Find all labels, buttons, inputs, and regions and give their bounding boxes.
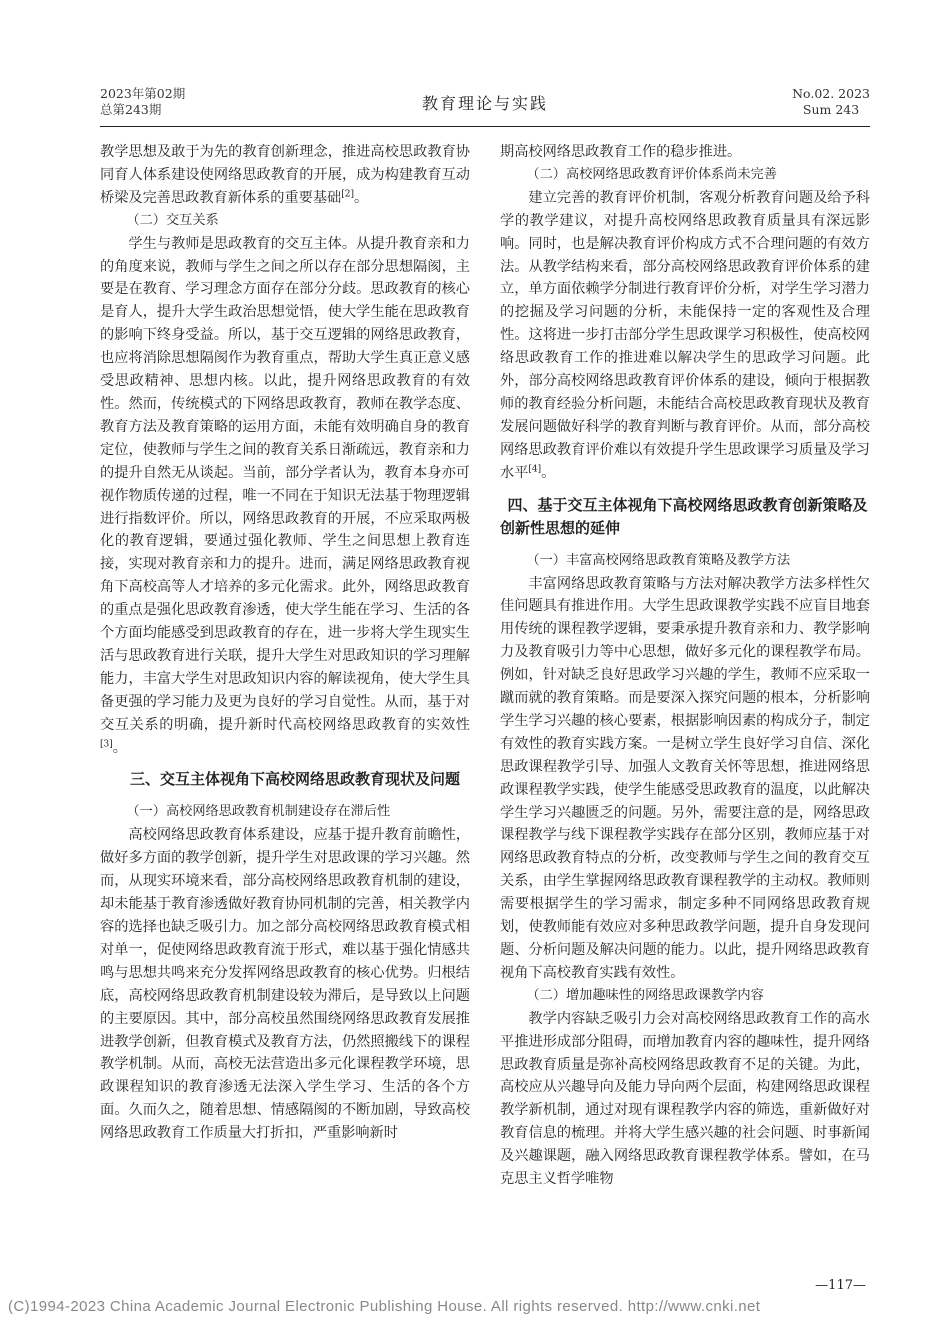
citation: [3] — [100, 738, 113, 749]
punctuation: 。 — [353, 189, 369, 206]
header-no: No.02. 2023 — [792, 86, 870, 101]
punctuation: 。 — [112, 739, 127, 756]
header-sum: Sum 243 — [802, 102, 860, 117]
punctuation: 。 — [541, 464, 556, 481]
paragraph: 教学内容缺乏吸引力会对高校网络思政教育工作的高水平推进形成部分阻碍，而增加教育内容的趣味性，提升网络思政教育质量是弥补高校网络思政教育不足的关键。为此，高校应从兴趣导向及能力导向两个层面，构建网络思政课程教学新机制，通过对现有课程教学内容的筛选，重新做好对教育信息的梳理。并将大学生感兴趣的社会问题、时事新闻及兴趣课题，融入网络思政教育课程教学体系。譬如，在马克思主义哲学唯物 — [500, 1010, 870, 1188]
paragraph-text: 教学思想及敢于为先的教育创新理念，推进高校思政教育协同育人体系建设使网络思政教育的开展，成为构建教育互动桥梁及完善思政教育新体系的重要基础 — [100, 144, 470, 206]
citation: [2] — [341, 189, 354, 200]
paragraph: 丰富网络思政教育策略与方法对解决教学方法多样性欠佳问题具有推进作用。大学生思政课教学实践不应盲目地套用传统的课程教学逻辑，要秉承提升教育亲和力、教学影响力及教育吸引力等中心思想，做好多元化的课程教学布局。例如，针对缺乏良好思政学习兴趣的学生，教师不应采取一蹴而就的教育策略。而是要深入探究问题的根本，分析影响学生学习兴趣的核心要素，根据影响因素的构成分子，制定有效性的教育实践方案。一是树立学生良好学习自信、深化思政课程教学引导、加强人文教育关怀等思想，推进网络思政课程教学实践，使学生能感受思政教育的温度，以此解决学生学习兴趣匮乏的问题。另外，需要注意的是，网络思政课程教学与线下课程教学实践存在部分区别，教师应基于对网络思政教育特点的分析，改变教师与学生之间的教育交互关系，由学生掌握网络思政教育课程教学的主动权。教师则需要根据学生的学习需求，制定多种不同网络思政教育规划，使教师能有效应对多种思政教学问题，提升自身发现问题、分析问题及解决问题的能力。以此，提升网络思政教育视角下高校教育实践有效性。 — [500, 575, 870, 981]
section-heading: 三、交互主体视角下高校网络思政教育现状及问题 — [130, 770, 461, 789]
paragraph — [100, 233, 470, 760]
citation: [4] — [528, 463, 542, 474]
section-heading: 四、基于交互主体视角下高校网络思政教育创新策略及创新性思想的延伸 — [500, 495, 868, 537]
left-column — [100, 141, 470, 1145]
header-number-info — [792, 86, 870, 118]
journal-title: 教育理论与实践 — [421, 94, 548, 113]
paragraph-text: 建立完善的教育评价机制，客观分析教育问题及给予科学的教学建议，对提升高校网络思政教育质量具有深远影响。同时，也是解决教育评价构成方式不合理问题的有效方法。从教学结构来看，部分高校网络思政教育评价体系的建立，单方面依赖学分制进行教育评价分析，对学生学习潜力的挖掘及学习问题的分析，未能保持一定的客观性及合理性。这将进一步打击部分学生思政课学习积极性，使高校网络思政教育工作的推进难以解决学生的思政学习问题。此外，部分高校网络思政教育评价体系的建设，倾向于根据教师的教育经验分析问题，未能结合高校思政教育现状及教育发展问题做好科学的教育判断与教育评价。从而，部分高校网络思政教育评价难以有效提升学生思政课学习质量及学习水平 — [500, 189, 870, 481]
page-header — [100, 86, 870, 127]
header-total: 总第243期 — [100, 102, 162, 117]
page-number: —117— — [815, 1278, 866, 1293]
subheading: （二）交互关系 — [126, 212, 219, 228]
paragraph — [500, 187, 870, 485]
copyright-footer: (C)1994-2023 China Academic Journal Electronic Publishing House. All rights reserved. http://www.cnki.net — [8, 1298, 761, 1315]
paragraph — [100, 141, 470, 210]
subheading: （二）增加趣味性的网络思政课教学内容 — [526, 987, 764, 1003]
right-column — [500, 141, 870, 1191]
paragraph: 高校网络思政教育体系建设，应基于提升教育前瞻性，做好多方面的教学创新，提升学生对思政课的学习兴趣。然而，从现实环境来看，部分高校网络思政教育机制的建设，却未能基于教育渗透做好教育协同机制的完善，相关教学内容的选择也缺乏吸引力。加之部分高校网络思政教育模式相对单一，促使网络思政教育流于形式，难以基于强化情感共鸣与思想共鸣来充分发挥网络思政教育的核心优势。归根结底，高校网络思政教育机制建设较为滞后，是导致以上问题的主要原因。其中，部分高校虽然围绕网络思政教育发展推进教学创新，但教育模式及教育方法，仍然照搬线下的课程教学机制。从而，高校无法营造出多元化课程教学环境，思政课程知识的教育渗透无法深入学生学习、生活的各个方面。久而久之，随着思想、情感隔阂的不断加剧，导致高校网络思政教育工作质量大打折扣，严重影响新时 — [100, 827, 470, 1142]
header-issue: 2023年第02期 — [100, 86, 186, 101]
subheading: （二）高校网络思政教育评价体系尚未完善 — [526, 166, 777, 182]
subheading: （一）高校网络思政教育机制建设存在滞后性 — [126, 804, 391, 820]
paragraph-text: 学生与教师是思政教育的交互主体。从提升教育亲和力的角度来说，教师与学生之间之所以存在部分思想隔阂，主要是在教育、学习理念方面存在部分分歧。思政教育的核心是育人，提升大学生政治思想觉悟，使大学生能在思政教育的影响下终身受益。所以，基于交互逻辑的网络思政教育，也应将消除思想隔阂作为教育重点，帮助大学生真正意义感受思政精神、思想内核。以此，提升网络思政教育的有效性。然而，传统模式的下网络思政教育，教师在教学态度、教育方法及教育策略的运用方面，未能有效明确自身的教育定位，使教师与学生之间的教育关系日渐疏远，教育亲和力的提升自然无从谈起。当前，部分学者认为，教育本身亦可视作物质传递的过程，唯一不同在于知识无法基于物理逻辑进行指数评价。所以，网络思政教育的开展，不应采取两极化的教育逻辑，要通过强化教师、学生之间思想上教育连接，实现对教育亲和力的提升。进而，满足网络思政教育视角下高校高等人才培养的多元化需求。此外，网络思政教育的重点是强化思政教育渗透，使大学生能在学习、生活的各个方面均能感受到思政教育的存在，进一步将大学生现实生活与思政教育进行关联，提升大学生对思政知识的学习理解能力，丰富大学生对思政知识内容的解读视角，使大学生具备更强的学习能力及更为良好的学习自觉性。从而，基于对交互关系的明确，提升新时代高校网络思政教育的实效性 — [100, 235, 470, 733]
subheading: （一）丰富高校网络思政教育策略及教学方法 — [526, 552, 791, 568]
paragraph: 期高校网络思政教育工作的稳步推进。 — [500, 144, 742, 160]
